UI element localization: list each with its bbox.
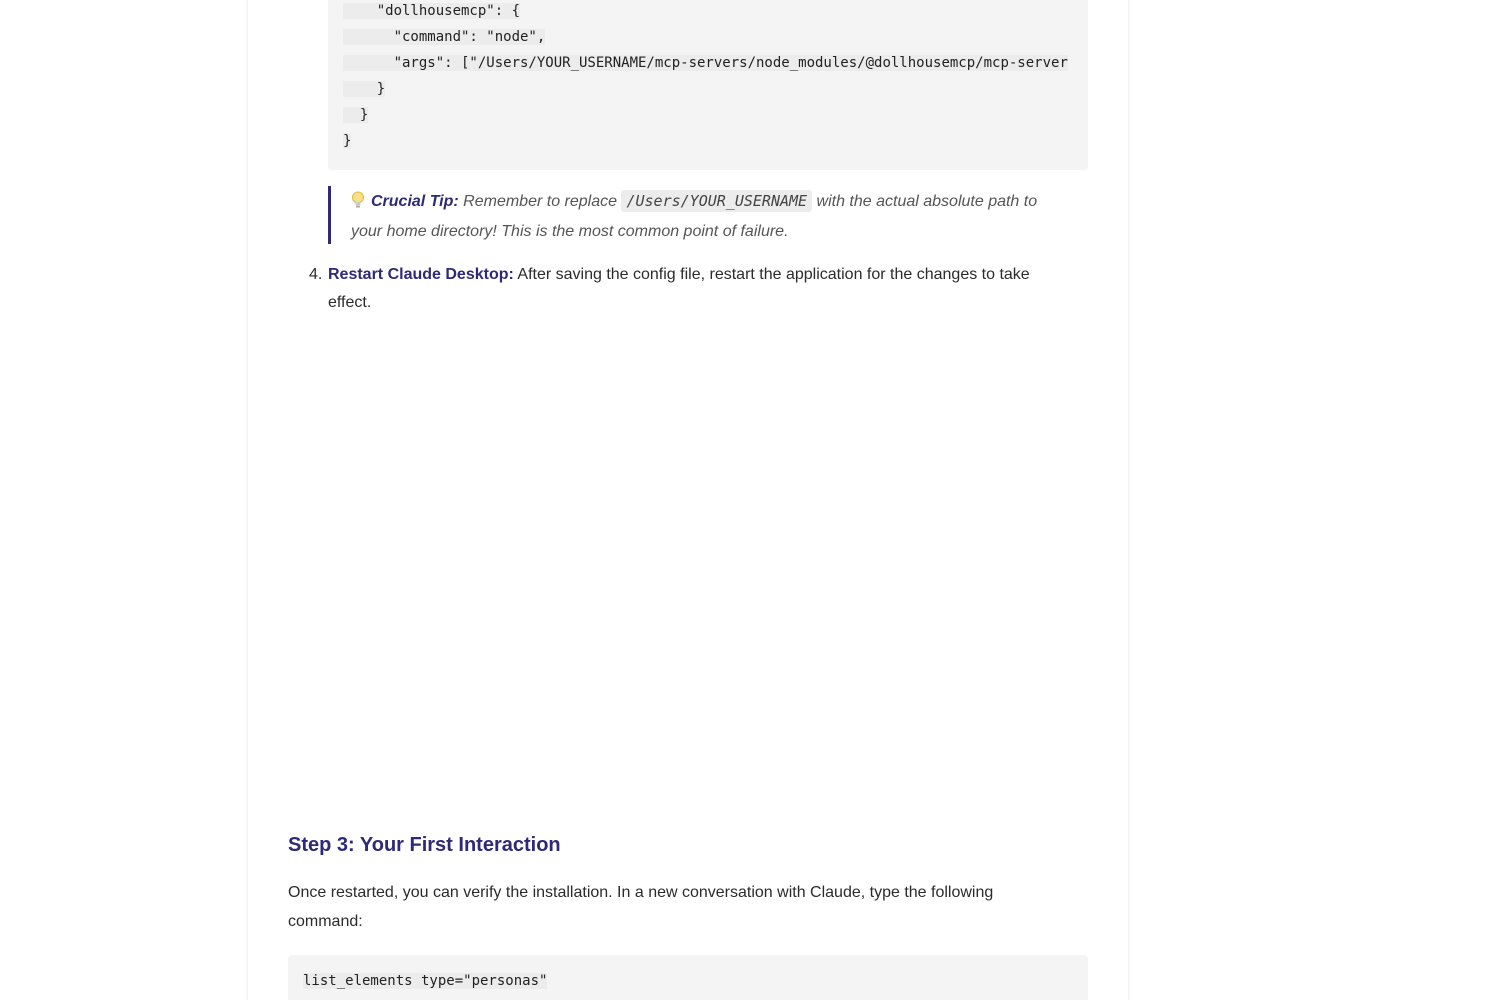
- code-line: }: [343, 133, 352, 149]
- crucial-tip-blockquote: [328, 186, 1048, 244]
- section-heading: Step 3: Your First Interaction: [288, 834, 561, 856]
- code-line: }: [343, 107, 369, 123]
- list-item-text: After saving the config file, restart the application for the changes to take effect.: [328, 266, 1030, 311]
- list-item-title: Restart Claude Desktop:: [328, 266, 514, 283]
- tip-text: Remember to replace: [458, 193, 622, 210]
- lightbulb-icon: [351, 187, 371, 217]
- section-paragraph: Once restarted, you can verify the installation. In a new conversation with Claude, type the following command:: [288, 884, 994, 930]
- tip-label: Crucial Tip:: [371, 193, 459, 210]
- code-line: list_elements type="personas": [303, 973, 548, 989]
- list-item-restart: [309, 261, 1068, 317]
- code-line: "command": "node",: [343, 29, 546, 45]
- command-code-block: [288, 955, 1088, 1000]
- code-line: }: [343, 81, 386, 97]
- list-number: 4.: [309, 266, 323, 283]
- code-line: "args": ["/Users/YOUR_USERNAME/mcp-servers/node_modules/@dollhousemcp/mcp-server: [343, 55, 1068, 71]
- tip-inline-code: /Users/YOUR_USERNAME: [621, 190, 812, 212]
- config-code-block: [328, 0, 1088, 170]
- code-line: "dollhousemcp": {: [343, 3, 521, 19]
- tip-text: with the actual absolute path to your home directory! This is the most common point of failure.: [351, 193, 1038, 240]
